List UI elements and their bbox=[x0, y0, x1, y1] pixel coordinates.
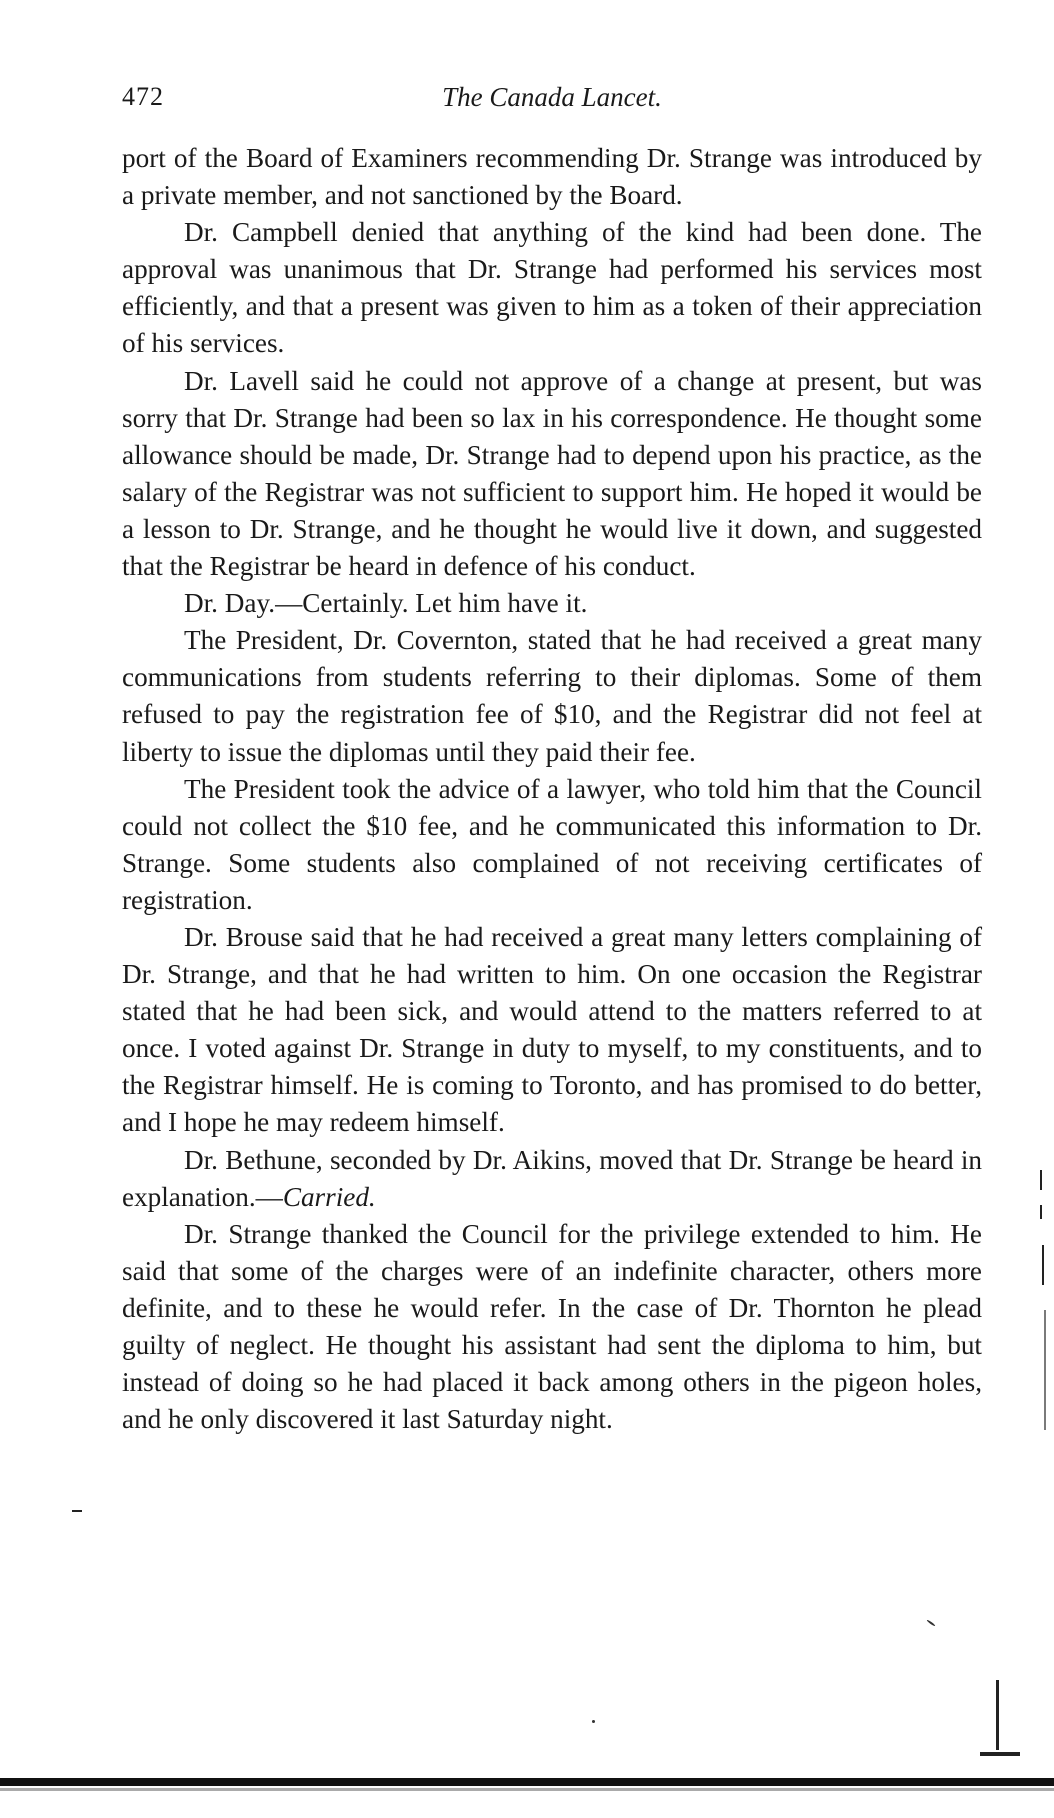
scan-margin-mark bbox=[72, 1510, 82, 1512]
paragraph-board-report: port of the Board of Examiners recommending Dr. Strange was introduced by a private member, and not sanctioned by the Board. bbox=[122, 143, 982, 211]
running-title: The Canada Lancet. bbox=[442, 82, 662, 112]
scan-margin-mark bbox=[1044, 1310, 1046, 1430]
page-number: 472 bbox=[122, 82, 164, 111]
paragraph-president-lawyer: The President took the advice of a lawyer, who told him that the Council could not collect the $10 fee, and he communicated this information to Dr. Strange. Some students also complained of not receiving certificates of registration. bbox=[122, 773, 982, 915]
scan-margin-mark bbox=[996, 1680, 999, 1750]
paragraph-brouse: Dr. Brouse said that he had received a great many letters complaining of Dr. Strange, and that he had written to him. On one occasion the Registrar stated that he had been sick, and would attend to the matters referred to at once. I voted against Dr. Strange in duty to myself, to my constituents, and to the Registrar himself. He is coming to Toronto, and has promised to do better, and I hope he may redeem himself. bbox=[122, 921, 982, 1138]
scan-margin-mark bbox=[1040, 1170, 1042, 1190]
article-body bbox=[122, 140, 982, 1438]
page-header bbox=[122, 82, 982, 122]
scan-speck bbox=[926, 1619, 935, 1626]
paragraph-lavell: Dr. Lavell said he could not approve of a change at present, but was sorry that Dr. Strange had been so lax in his correspondence. He thought some allowance should be made, Dr. Strange had to depend upon his practice, as the salary of the Registrar was not sufficient to support him. He hoped it would be a lesson to Dr. Strange, and he thought he would live it down, and suggested that the Registrar be heard in defence of his conduct. bbox=[122, 365, 982, 582]
scan-margin-mark bbox=[1040, 1205, 1042, 1219]
paragraph-president-communications: The President, Dr. Covernton, stated that he had received a great many communications from students referring to their diplomas. Some of them refused to pay the registration fee of $10, and the Registrar did not feel at liberty to issue the diplomas until they paid their fee. bbox=[122, 625, 982, 767]
paragraph-campbell: Dr. Campbell denied that anything of the kind had been done. The approval was unanimous that Dr. Strange had performed his services most efficiently, and that a present was given to him as a token of their appreciation of his services. bbox=[122, 217, 982, 359]
scan-margin-mark bbox=[980, 1752, 1020, 1756]
carried-label: Carried. bbox=[282, 1181, 376, 1212]
motion-text: Dr. Bethune, seconded by Dr. Aikins, moved that Dr. Strange be heard in explanation.— bbox=[122, 1144, 982, 1212]
paragraph-strange: Dr. Strange thanked the Council for the privilege extended to him. He said that some of the charges were of an indefinite character, others more definite, and to these he would refer. In the case of Dr. Thornton he plead guilty of neglect. He thought his assistant had sent the diploma to him, but instead of doing so he had placed it back among others in the pigeon holes, and he only discovered it last Saturday night. bbox=[122, 1218, 982, 1435]
scan-speck bbox=[592, 1720, 595, 1723]
paragraph-day: Dr. Day.—Certainly. Let him have it. bbox=[184, 588, 588, 619]
page-bottom-edge bbox=[0, 1778, 1054, 1786]
scan-margin-mark bbox=[1042, 1245, 1044, 1285]
page-bottom-edge-shadow bbox=[0, 1788, 1054, 1791]
paragraph-bethune-motion bbox=[122, 1142, 982, 1216]
